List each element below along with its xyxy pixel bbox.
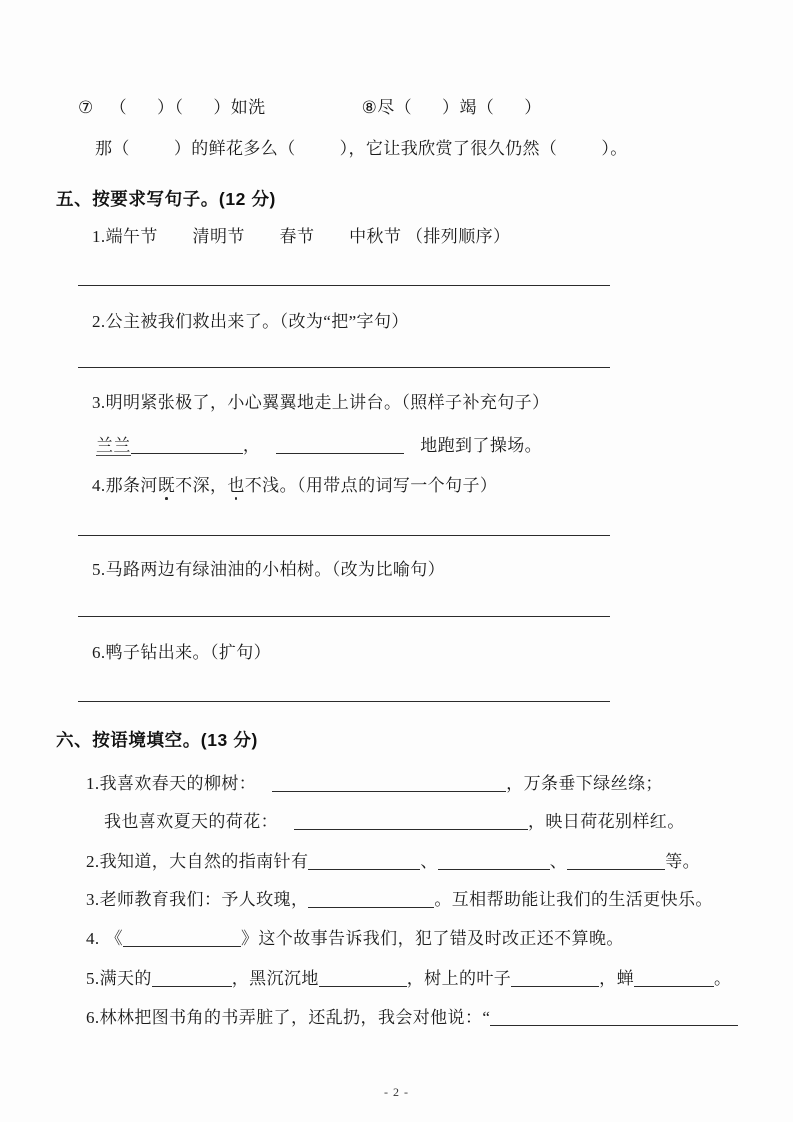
s6-item-1-blank-b[interactable]: [294, 815, 528, 830]
s5-item-1-number: 1.: [92, 227, 106, 246]
s6-item-5: [86, 970, 731, 987]
s6-item-6-blank[interactable]: [490, 1011, 738, 1026]
s5-item-4-number: 4.: [92, 476, 106, 495]
s6-item-4-blank[interactable]: [123, 932, 241, 947]
s6-item-1-lead-a: 我喜欢春天的柳树：: [99, 774, 257, 793]
section-heading-6: 六、按语境填空。(13 分): [56, 730, 258, 750]
s6-item-2-blank-1[interactable]: [308, 855, 420, 870]
s6-item-5-seg-3: ，树上的叶子: [406, 969, 512, 988]
s5-item-2-answer-line[interactable]: [78, 367, 610, 368]
carryover-idiom-row: ⑦ （ ）（ ）如洗 ⑧尽（ ）竭（ ）: [78, 98, 542, 117]
s6-item-2-sep-2: 、: [549, 852, 568, 871]
s5-item-5-answer-line[interactable]: [78, 616, 610, 617]
s6-item-5-blank-3[interactable]: [511, 972, 599, 987]
s6-item-4-number: 4.: [86, 929, 100, 948]
s5-item-2-number: 2.: [92, 312, 106, 331]
s5-item-3-tail: 地跑到了操场。: [420, 436, 543, 455]
s6-item-3-blank[interactable]: [308, 893, 434, 908]
s5-item-1-text: 端午节 清明节 春节 中秋节 （排列顺序）: [105, 227, 511, 246]
s6-item-2-blank-3[interactable]: [567, 855, 665, 870]
s5-item-1: [92, 228, 510, 245]
s5-item-1-answer-line[interactable]: [78, 285, 610, 286]
s6-item-2-tail: 等。: [665, 852, 700, 871]
s5-item-2-text: 公主被我们救出来了。（改为“把”字句）: [105, 312, 409, 331]
s6-item-5-seg-5: 。: [713, 969, 732, 988]
s5-item-3-number: 3.: [92, 393, 106, 412]
s5-item-3-subline: 兰兰 ， 地跑到了操场。: [96, 436, 543, 455]
s6-item-1-lead-b: 我也喜欢夏天的荷花：: [104, 812, 278, 831]
s6-item-6-number: 6.: [86, 1008, 100, 1027]
s6-item-5-seg-4: ，蝉: [599, 969, 634, 988]
carryover-sentence-row: [95, 140, 628, 157]
sentence-mid2: ），它让我欣赏了很久仍然（: [339, 139, 558, 158]
s6-item-1-blank-a[interactable]: [272, 777, 506, 792]
s5-item-4-emphasis-2: 也: [227, 476, 245, 495]
s6-item-1-line-b: [104, 813, 685, 830]
s6-item-2-lead: 我知道，大自然的指南针有: [99, 852, 309, 871]
s5-item-4-answer-line[interactable]: [78, 535, 610, 536]
s6-item-4-tail: 》这个故事告诉我们，犯了错及时改正还不算晚。: [240, 929, 624, 948]
s5-item-4-text-a: 那条河: [105, 476, 158, 495]
s6-item-1-tail-a: ，万条垂下绿丝绦；: [506, 774, 663, 793]
s6-item-2: [86, 853, 700, 870]
s5-item-4: [92, 477, 497, 494]
s5-item-6-number: 6.: [92, 643, 106, 662]
page-number-footer: - 2 -: [384, 1085, 409, 1099]
s6-item-6-lead: 林林把图书角的书弄脏了，还乱扔，我会对他说：“: [99, 1008, 491, 1027]
s6-item-3-tail: 。互相帮助能让我们的生活更快乐。: [434, 890, 713, 909]
s6-item-5-blank-1[interactable]: [152, 972, 232, 987]
s5-item-4-emphasis-1: 既: [157, 476, 176, 495]
s6-item-3: [86, 891, 713, 908]
s6-item-5-number: 5.: [86, 969, 100, 988]
item-7-marker: ⑦: [78, 98, 94, 117]
s5-item-6-text: 鸭子钻出来。（扩句）: [105, 643, 272, 662]
s6-item-4-lead: 《: [105, 929, 123, 948]
s5-item-5-text: 马路两边有绿油油的小柏树。（改为比喻句）: [105, 560, 446, 579]
s6-item-1-number: 1.: [86, 774, 100, 793]
s6-item-5-seg-1: 满天的: [99, 969, 152, 988]
sentence-tail: ）。: [601, 139, 628, 158]
s6-item-5-blank-4[interactable]: [634, 972, 714, 987]
s6-item-2-number: 2.: [86, 852, 100, 871]
item-7-tail: 如洗: [230, 98, 266, 117]
s5-item-3-word: 兰兰: [96, 436, 131, 455]
item-8-marker: ⑧: [361, 98, 378, 117]
s6-item-3-number: 3.: [86, 890, 100, 909]
s6-item-5-seg-2: ，黑沉沉地: [231, 969, 319, 988]
s5-item-3-blank-1[interactable]: [131, 439, 243, 454]
s5-item-5-number: 5.: [92, 560, 106, 579]
s6-item-2-blank-2[interactable]: [438, 855, 550, 870]
s5-item-6: [92, 644, 271, 661]
s6-item-4: [86, 930, 624, 947]
s6-item-1-tail-b: ，映日荷花别样红。: [528, 812, 685, 831]
s5-item-2: [92, 313, 409, 330]
item-8-mid: 竭: [459, 98, 477, 117]
s6-item-6: [86, 1009, 738, 1026]
section-heading-5: 五、按要求写句子。(12 分): [56, 189, 276, 209]
sentence-lead: 那（: [95, 139, 130, 158]
s6-item-1-line-a: [86, 775, 663, 792]
s5-item-6-answer-line[interactable]: [78, 701, 610, 702]
sentence-mid1: ）的鲜花多么（: [173, 139, 296, 158]
s5-item-4-text-b: 不深，: [175, 476, 228, 495]
s5-item-3-text: 明明紧张极了，小心翼翼地走上讲台。（照样子补充句子）: [105, 393, 550, 412]
s5-item-5: [92, 561, 445, 578]
s5-item-3: [92, 394, 549, 411]
s5-item-4-text-c: 不浅。（用带点的词写一个句子）: [244, 476, 498, 495]
s6-item-3-lead: 老师教育我们：予人玫瑰，: [99, 890, 309, 909]
s6-item-5-blank-2[interactable]: [319, 972, 407, 987]
s6-item-2-sep-1: 、: [420, 852, 438, 871]
s5-item-3-blank-2[interactable]: [276, 439, 404, 454]
item-8-lead: 尽: [377, 98, 395, 117]
